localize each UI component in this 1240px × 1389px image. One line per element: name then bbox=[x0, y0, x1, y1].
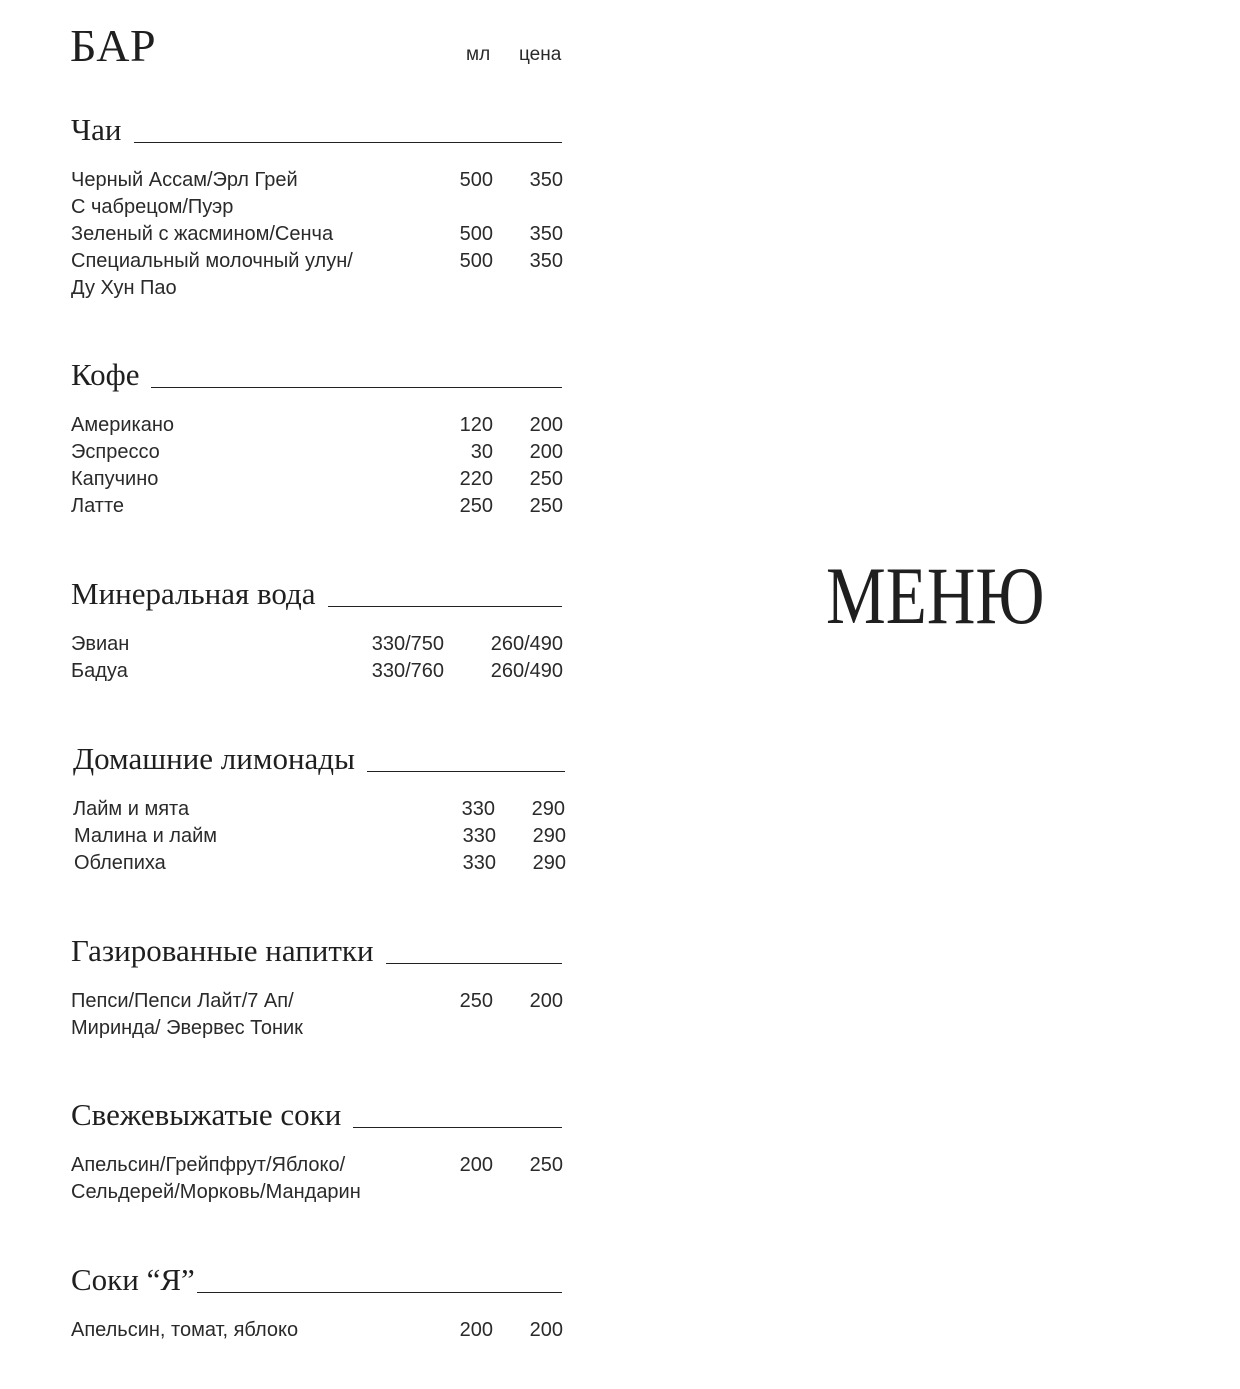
item-name-continued: С чабрецом/Пуэр bbox=[71, 196, 234, 218]
menu-item bbox=[71, 493, 563, 520]
item-name: Лайм и мята bbox=[73, 798, 190, 820]
item-volume: 250 bbox=[459, 990, 493, 1012]
menu-item bbox=[71, 248, 563, 299]
menu-item bbox=[74, 850, 566, 877]
menu-item bbox=[71, 631, 563, 658]
item-volume: 330 bbox=[462, 825, 496, 847]
section-mineral-water bbox=[71, 572, 562, 612]
item-name: Апельсин/Грейпфрут/Яблоко/ bbox=[71, 1154, 346, 1176]
section-lemonades bbox=[73, 737, 565, 777]
section-divider bbox=[151, 387, 562, 388]
section-title: Чаи bbox=[71, 112, 122, 147]
item-volume: 250 bbox=[459, 495, 493, 517]
item-price: 250 bbox=[529, 495, 563, 517]
item-price: 250 bbox=[529, 468, 563, 490]
menu-item bbox=[71, 412, 563, 439]
section-title: Минеральная вода bbox=[71, 576, 316, 611]
item-volume: 200 bbox=[459, 1154, 493, 1176]
section-title: Газированные напитки bbox=[71, 933, 374, 968]
section-ya-juices bbox=[71, 1258, 562, 1298]
section-title: Домашние лимонады bbox=[73, 741, 355, 776]
item-name: Малина и лайм bbox=[74, 825, 218, 847]
item-name: Пепси/Пепси Лайт/7 Ап/ bbox=[71, 990, 294, 1012]
item-price: 350 bbox=[529, 169, 563, 191]
item-price: 290 bbox=[532, 852, 566, 874]
item-price: 290 bbox=[531, 798, 565, 820]
item-volume: 220 bbox=[459, 468, 493, 490]
item-volume: 330/750 bbox=[371, 633, 444, 655]
menu-item bbox=[71, 221, 563, 248]
item-name: Апельсин, томат, яблоко bbox=[71, 1319, 299, 1341]
item-volume: 330 bbox=[461, 798, 495, 820]
item-name-continued: Миринда/ Эвервес Тоник bbox=[71, 1017, 303, 1039]
section-title: Кофе bbox=[71, 357, 140, 392]
section-divider bbox=[386, 963, 562, 964]
section-teas bbox=[71, 108, 562, 148]
menu-item bbox=[73, 796, 565, 823]
item-name: Зеленый с жасмином/Сенча bbox=[71, 223, 334, 245]
item-volume: 500 bbox=[459, 223, 493, 245]
item-price: 200 bbox=[529, 990, 563, 1012]
menu-item bbox=[71, 1152, 563, 1203]
section-fresh-juices bbox=[71, 1093, 562, 1133]
section-divider bbox=[353, 1127, 562, 1128]
item-name: Специальный молочный улун/ bbox=[71, 250, 353, 272]
menu-item bbox=[71, 658, 563, 685]
item-price: 200 bbox=[529, 441, 563, 463]
section-divider bbox=[367, 771, 565, 772]
item-name: Капучино bbox=[71, 468, 159, 490]
item-name-continued: Сельдерей/Морковь/Мандарин bbox=[71, 1181, 361, 1203]
item-price: 350 bbox=[529, 250, 563, 272]
item-price: 250 bbox=[529, 1154, 563, 1176]
menu-item bbox=[71, 1317, 563, 1344]
item-name: Латте bbox=[71, 495, 125, 517]
menu-item bbox=[71, 167, 563, 218]
item-volume: 330/760 bbox=[371, 660, 444, 682]
section-divider bbox=[197, 1292, 562, 1293]
item-name: Американо bbox=[71, 414, 174, 436]
item-price: 350 bbox=[529, 223, 563, 245]
item-name-continued: Ду Хун Пао bbox=[71, 277, 177, 299]
item-price: 200 bbox=[529, 1319, 563, 1341]
menu-item bbox=[71, 988, 563, 1039]
section-soft-drinks bbox=[71, 929, 562, 969]
menu-item bbox=[71, 466, 563, 493]
menu-item bbox=[74, 823, 566, 850]
item-name: Эспрессо bbox=[71, 441, 160, 463]
section-coffee bbox=[71, 353, 562, 393]
item-price: 290 bbox=[532, 825, 566, 847]
section-divider bbox=[328, 606, 562, 607]
section-title: Свежевыжатые соки bbox=[71, 1097, 342, 1132]
item-volume: 500 bbox=[459, 250, 493, 272]
section-title: Соки “Я” bbox=[71, 1262, 195, 1297]
item-price: 260/490 bbox=[490, 633, 563, 655]
item-name: Черный Ассам/Эрл Грей bbox=[71, 169, 298, 191]
item-volume: 330 bbox=[462, 852, 496, 874]
section-divider bbox=[134, 142, 563, 143]
item-volume: 500 bbox=[459, 169, 493, 191]
item-name: Эвиан bbox=[71, 633, 130, 655]
item-price: 200 bbox=[529, 414, 563, 436]
item-volume: 200 bbox=[459, 1319, 493, 1341]
price-column-header: цена bbox=[519, 44, 562, 65]
menu-item bbox=[71, 439, 563, 466]
page-title: БАР bbox=[70, 20, 157, 71]
item-volume: 30 bbox=[470, 441, 493, 463]
item-name: Облепиха bbox=[74, 852, 166, 874]
menu-title: МЕНЮ bbox=[826, 550, 1045, 641]
item-name: Бадуа bbox=[71, 660, 128, 682]
volume-column-header: мл bbox=[466, 44, 491, 65]
item-price: 260/490 bbox=[490, 660, 563, 682]
item-volume: 120 bbox=[459, 414, 493, 436]
